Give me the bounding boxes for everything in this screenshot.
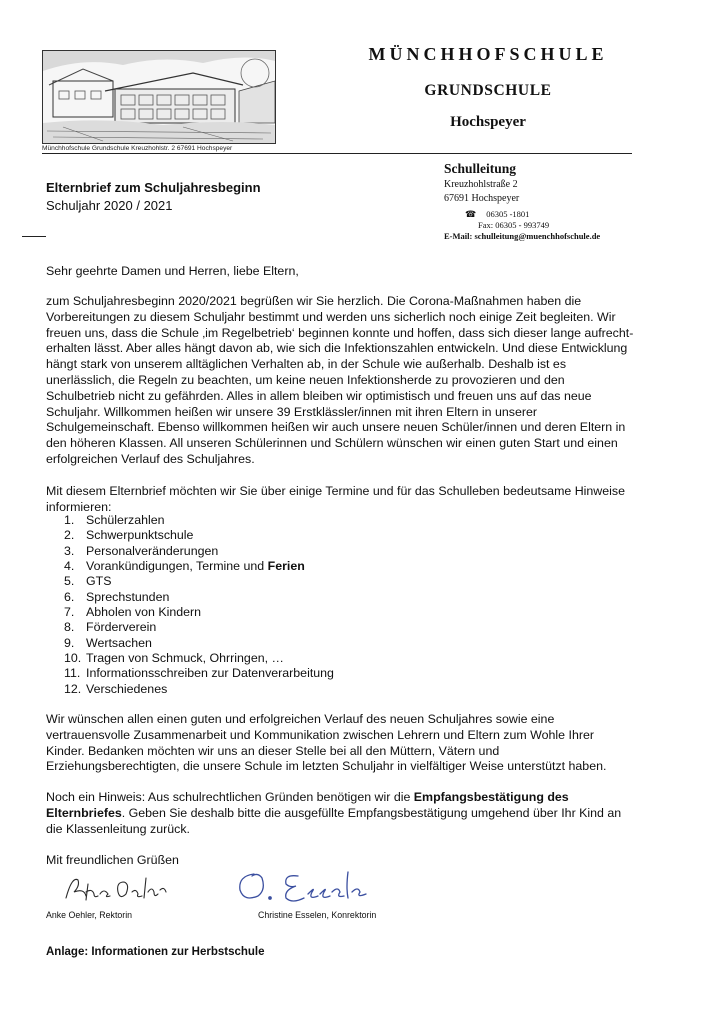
list-number: 9. (64, 635, 75, 650)
signature-rector-icon (60, 870, 170, 906)
intro-line: Vorbereitungen zu diesem Schuljahr bestimmt und werden uns sicherlich noch einige Zeit begleiten. Wir (46, 309, 616, 324)
intro-line: freuen uns, dass die Schule ‚im Regelbetrieb‘ beginnen konnte und hoffen, dass sich dieser lange aufrecht- (46, 325, 634, 340)
list-text: Tragen von Schmuck, Ohrringen, … (86, 651, 284, 666)
list-text-bold: Ferien (267, 559, 305, 574)
contact-fax: Fax: 06305 - 993749 (478, 220, 550, 230)
list-number: 6. (64, 589, 75, 604)
list-text: Schwerpunktschule (86, 528, 194, 543)
intro-line: unerlässlich, die Regeln zu beachten, um keine neuen Infektionsherde zu provozieren und den (46, 372, 565, 387)
signer-rector-name: Anke Oehler, Rektorin (46, 910, 133, 920)
closing: Mit freundlichen Grüßen (46, 853, 179, 867)
list-item (64, 605, 334, 620)
wishes-paragraph (46, 712, 682, 775)
notice-line (46, 806, 682, 822)
contact-phone-number: 06305 -1801 (486, 209, 530, 219)
school-town: Hochspeyer (450, 114, 526, 130)
list-number: 12. (64, 681, 82, 696)
list-item (64, 636, 334, 651)
list-number: 3. (64, 543, 75, 558)
intro-line: Schulbetrieb nicht zu gefährden. Alles in allem bleiben wir optimistisch und freuen uns auf das neue (46, 388, 592, 403)
wishes-line: Wir wünschen allen einen guten und erfolgreichen Verlauf des neuen Schuljahres sowie eine (46, 712, 555, 726)
intro-line: erhalten lässt. Aber alles hängt davon ab, wie sich die Infektionszahlen entwickeln. Und diese Entwicklung (46, 341, 628, 356)
intro-line: zum Schuljahresbeginn 2020/2021 begrüßen wir Sie herzlich. Die Corona-Maßnahmen haben die (46, 294, 582, 308)
list-number: 4. (64, 559, 75, 574)
intro-line: hängt stark von unserem alltäglichen Verhalten ab, in der Schule wie außerhalb. Deshalb ist es (46, 357, 567, 372)
intro-line: Schulgemeinschaft. Ebenso willkommen heißen wir auch unsere neuen Schüler/innen und deren Eltern in (46, 420, 626, 435)
signature-rector (60, 870, 170, 906)
list-item (64, 682, 334, 697)
list-text: Informationsschreiben zur Datenverarbeitung (86, 666, 334, 681)
topic-list (64, 513, 334, 697)
list-item (64, 544, 334, 559)
signer-conrector-name: Christine Esselen, Konrektorin (258, 910, 377, 920)
list-number: 10. (64, 651, 82, 666)
signature-conrector-icon (232, 864, 372, 908)
list-text: Wertsachen (86, 635, 152, 650)
school-name: MÜNCHHOFSCHULE (368, 44, 608, 64)
wishes-line: Kinder. Bedanken möchten wir uns an dieser Stelle bei all den Müttern, Vätern und (46, 743, 500, 758)
list-number: 5. (64, 574, 75, 589)
notice-text: . Geben Sie deshalb bitte die ausgefüllte Empfangsbestätigung umgehend über Ihr Kind an (121, 805, 622, 820)
intro-paragraph (46, 294, 682, 468)
phone-icon: ☎ (465, 209, 477, 219)
notice-bold: Empfangsbestätigung des (413, 790, 569, 804)
letter-title: Elternbrief zum Schuljahresbeginn (46, 180, 261, 195)
list-number: 7. (64, 605, 75, 620)
greeting: Sehr geehrte Damen und Herren, liebe Eltern, (46, 264, 299, 278)
school-type: GRUNDSCHULE (424, 82, 552, 99)
sender-address-line: Münchhofschule Grundschule Kreuzhohlstr. 2 67691 Hochspeyer (42, 145, 233, 152)
notice-line (46, 790, 682, 806)
school-building-photo (42, 50, 276, 144)
fold-mark (22, 236, 46, 237)
list-item (64, 528, 334, 543)
list-number: 8. (64, 620, 75, 635)
list-text: Personalveränderungen (86, 543, 219, 558)
notice-paragraph (46, 790, 682, 837)
list-number: 1. (64, 513, 75, 527)
contact-city: 67691 Hochspeyer (444, 193, 520, 204)
list-item (64, 620, 334, 635)
list-text: Verschiedenes (86, 681, 168, 696)
contact-phone (465, 209, 529, 220)
list-number: 2. (64, 528, 75, 543)
list-text: Sprechstunden (86, 589, 170, 604)
list-number: 11. (64, 666, 81, 681)
contact-street: Kreuzhohlstraße 2 (444, 179, 518, 190)
contact-email: E-Mail: schulleitung@muenchhofschule.de (444, 231, 601, 241)
wishes-line: Erziehungsberechtigten, die unsere Schule im letzten Schuljahr in vielfältiger Weise unterstützt haben. (46, 759, 607, 774)
list-text: GTS (86, 574, 112, 589)
list-item (64, 666, 334, 681)
list-text: Vorankündigungen, Termine und (86, 559, 268, 574)
notice-line: die Klassenleitung zurück. (46, 821, 190, 836)
list-item (64, 574, 334, 589)
intro-line: den höheren Klassen. All unseren Schülerinnen und Schülern wünschen wir einen guten Start und einen (46, 436, 618, 451)
school-building-sketch-icon (43, 51, 275, 143)
list-item (64, 513, 334, 528)
intro-line: Schuljahr. Willkommen heißen wir unsere 39 Erstklässler/innen mit ihren Eltern in unserer (46, 404, 538, 419)
notice-bold: Elternbriefes (46, 805, 122, 820)
list-text: Förderverein (86, 620, 157, 635)
school-year: Schuljahr 2020 / 2021 (46, 198, 173, 213)
list-item (64, 651, 334, 666)
contact-heading: Schulleitung (444, 161, 517, 176)
list-item (64, 590, 334, 605)
intro-line: erfolgreichen Verlauf des Schuljahres. (46, 451, 255, 466)
topics-intro-line: informieren: (46, 499, 112, 514)
topics-intro-line: Mit diesem Elternbrief möchten wir Sie über einige Termine und für das Schulleben bedeutsame Hinweise (46, 484, 625, 498)
list-item (64, 559, 334, 574)
notice-text: Noch ein Hinweis: Aus schulrechtlichen Gründen benötigen wir die (46, 790, 414, 804)
list-text: Schülerzahlen (86, 513, 165, 527)
list-text: Abholen von Kindern (86, 605, 202, 620)
signature-conrector (232, 864, 372, 908)
wishes-line: vertrauensvolle Zusammenarbeit und Kommunikation zwischen Lehrern und Eltern zum Wohle Ihrer (46, 727, 594, 742)
topics-intro (46, 484, 682, 516)
header-divider (42, 153, 632, 154)
attachment-note: Anlage: Informationen zur Herbstschule (46, 946, 265, 958)
